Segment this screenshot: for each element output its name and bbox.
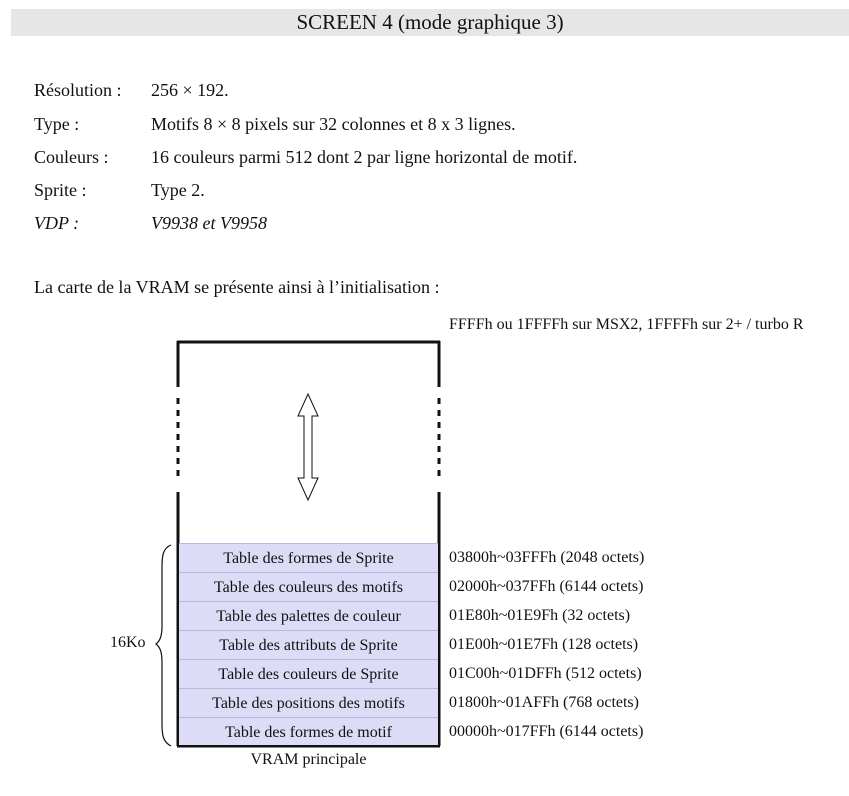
spec-value: 16 couleurs parmi 512 dont 2 par ligne horizontal de motif. xyxy=(151,147,578,167)
spec-label: Sprite : xyxy=(34,180,87,200)
spec-label: Couleurs : xyxy=(34,147,109,167)
vram-table-pattern-names: Table des positions des motifs xyxy=(179,688,438,717)
vram-address-range: 01800h~01AFFh (768 octets) xyxy=(449,694,639,711)
double-arrow-icon xyxy=(298,394,318,500)
spec-value: Type 2. xyxy=(151,180,205,200)
spec-vdp xyxy=(34,212,267,234)
vram-address-range: 00000h~017FFh (6144 octets) xyxy=(449,723,644,740)
spec-type xyxy=(34,113,516,135)
vram-address-range: 01C00h~01DFFh (512 octets) xyxy=(449,665,642,682)
vram-table-palette: Table des palettes de couleur xyxy=(179,601,438,630)
vram-table-sprite-colors: Table des couleurs de Sprite xyxy=(179,659,438,688)
vram-address-range: 02000h~037FFh (6144 octets) xyxy=(449,578,644,595)
vram-address-range: 01E00h~01E7Fh (128 octets) xyxy=(449,636,639,653)
spec-colors xyxy=(34,146,577,168)
spec-label: Résolution : xyxy=(34,80,122,100)
spec-label: Type : xyxy=(34,114,80,134)
vram-size-label: 16Ko xyxy=(110,634,146,651)
spec-sprite xyxy=(34,179,205,201)
spec-label: VDP : xyxy=(34,213,80,233)
vram-address-range: 01E80h~01E9Fh (32 octets) xyxy=(449,607,631,624)
spec-value: V9938 et V9958 xyxy=(151,213,267,233)
vram-table-pattern-generator: Table des formes de motif xyxy=(179,717,438,745)
brace-icon xyxy=(156,545,171,746)
vram-table-sprite-attributes: Table des attributs de Sprite xyxy=(179,630,438,659)
spec-value: 256 × 192. xyxy=(151,80,229,100)
vram-address-range: 03800h~03FFFh (2048 octets) xyxy=(449,549,645,566)
spec-value: Motifs 8 × 8 pixels sur 32 colonnes et 8 x 3 lignes. xyxy=(151,114,516,134)
vram-top-address: FFFFh ou 1FFFFh sur MSX2, 1FFFFh sur 2+ / turbo R xyxy=(449,316,804,333)
vram-intro: La carte de la VRAM se présente ainsi à l’initialisation : xyxy=(34,277,440,297)
vram-table-sprite-patterns: Table des formes de Sprite xyxy=(179,543,438,572)
vram-table-pattern-colors: Table des couleurs des motifs xyxy=(179,572,438,601)
vram-caption: VRAM principale xyxy=(250,751,367,768)
page-title: SCREEN 4 (mode graphique 3) xyxy=(11,9,849,36)
spec-resolution xyxy=(34,79,229,101)
